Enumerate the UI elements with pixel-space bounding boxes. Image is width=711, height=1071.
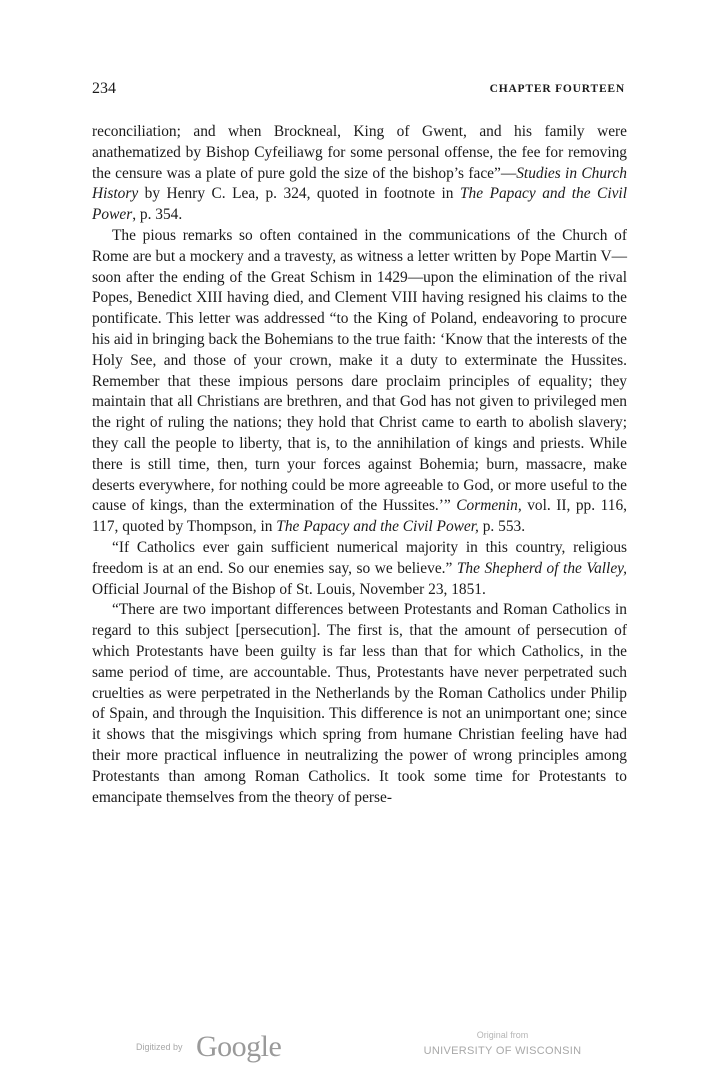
text-run: , p. 354. bbox=[132, 206, 183, 224]
paragraph bbox=[92, 122, 627, 226]
text-run: p. 553. bbox=[478, 518, 526, 536]
italic-citation: Studies in Church History bbox=[92, 164, 627, 203]
italic-citation: Cormenin, bbox=[456, 497, 522, 515]
paragraph bbox=[92, 226, 627, 538]
text-run: Official Journal of the Bishop of St. Louis, November 23, 1851. bbox=[92, 580, 486, 598]
google-logo: Google bbox=[196, 1030, 282, 1063]
text-run: by Henry C. Lea, p. 324, quoted in footnote in bbox=[138, 185, 460, 203]
italic-citation: The Papacy and the Civil Power bbox=[92, 185, 627, 224]
original-from-label: Original from bbox=[476, 1030, 529, 1040]
digitized-by-label: Digitized by bbox=[136, 1042, 183, 1052]
running-head: CHAPTER FOURTEEN bbox=[489, 83, 625, 95]
source-library-label: UNIVERSITY OF WISCONSIN bbox=[423, 1045, 582, 1057]
text-run: vol. II, pp. 116, 117, quoted by Thompson, in bbox=[92, 497, 627, 536]
text-run: reconciliation; and when Brockneal, King of Gwent, and his family were anathematized by Bishop Cyfeiliawg for some personal offense, the fee for removing the censure was a plate of pure gold the size of the bishop’s face”— bbox=[92, 123, 627, 182]
paragraph bbox=[92, 538, 627, 600]
paragraph bbox=[92, 600, 627, 808]
italic-citation: The Papacy and the Civil Power, bbox=[276, 518, 479, 536]
page-number: 234 bbox=[92, 80, 116, 97]
text-run: “There are two important differences between Protestants and Roman Catholics in regard to this subject [persecution]. The first is, that the amount of persecution of which Protestants have been guilty is far less than that for which Catholics, in the same period of time, are accountable. Thus, Protestants have never perpetrated such cruelties as were perpetrated in the Netherlands by the Roman Catholics under Philip of Spain, and through the Inquisition. This difference is not an unimportant one; since it shows that the misgivings which spring from humane Christian feeling have had their more practical influence in neutralizing the power of wrong principles among Protestants than among Roman Catholics. It took some time for Protestants to emancipate themselves from the theory of perse- bbox=[92, 601, 627, 806]
body-text bbox=[92, 122, 627, 808]
scan-footer bbox=[0, 1030, 711, 1070]
text-run: The pious remarks so often contained in the communications of the Church of Rome are but a mockery and a travesty, as witness a letter written by Pope Martin V—soon after the ending of the Great Schism in 1429—upon the elimination of the rival Popes, Benedict XIII having died, and Clement VIII having resigned his claims to the pontificate. This letter was addressed “to the King of Poland, endeavoring to procure his aid in bringing back the Bohemians to the true faith: ‘Know that the interests of the Holy See, and those of your crown, make it a duty to exterminate the Hussites. Remember that these impious persons dare proclaim principles of equality; they maintain that all Christians are brethren, and that God has not given to privileged men the right of ruling the nations; they hold that Christ came to earth to abolish slavery; they call the people to liberty, that is, to the annihilation of kings and priests. While there is still time, then, turn your forces against Bohemia; burn, massacre, make deserts everywhere, for nothing could be more agreeable to God, or more useful to the cause of kings, than the extermination of the Hussites.’” bbox=[92, 226, 627, 515]
text-run: “If Catholics ever gain sufficient numerical majority in this country, religious freedom is at an end. So our enemies say, so we believe.” bbox=[92, 538, 627, 577]
italic-citation: The Shepherd of the Valley, bbox=[456, 559, 627, 577]
